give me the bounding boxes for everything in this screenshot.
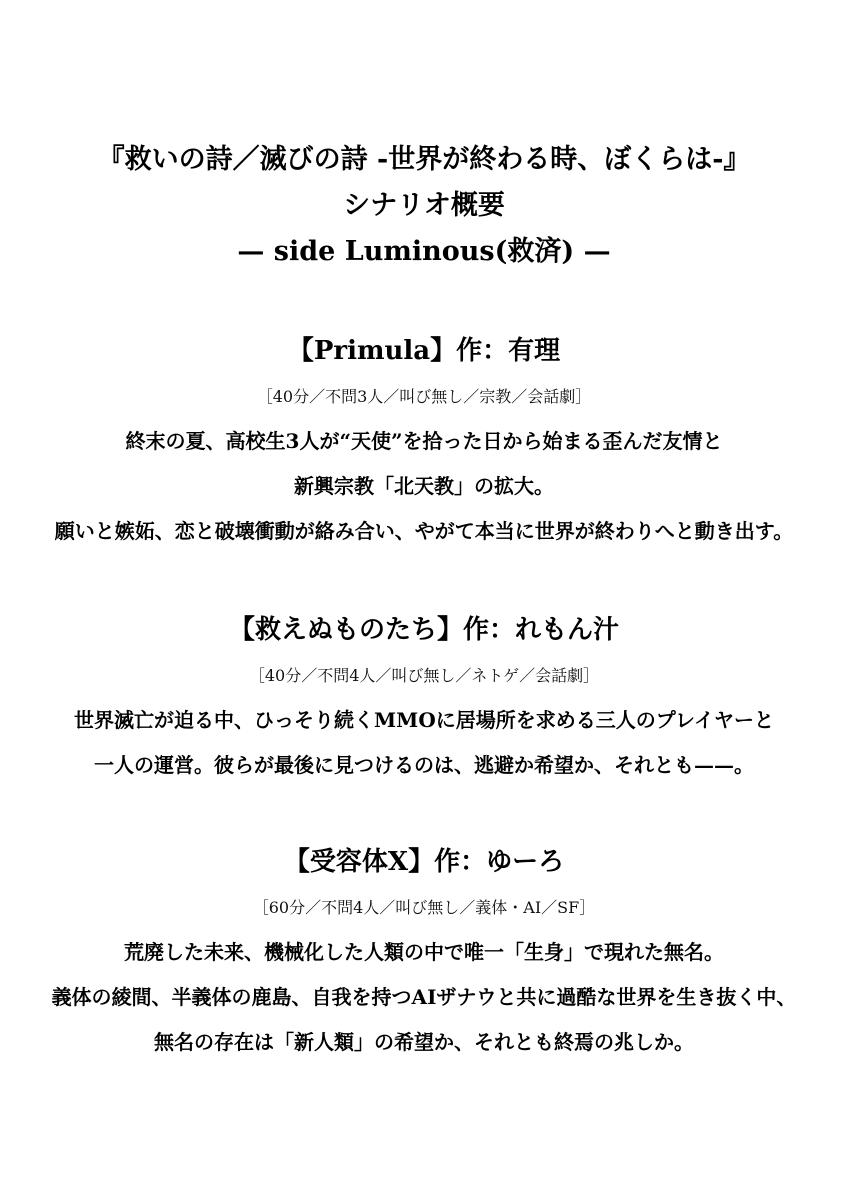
scenario-section-sukuenu xyxy=(0,606,848,788)
scenario-heading xyxy=(0,838,848,886)
scenario-heading xyxy=(0,606,848,654)
scenario-title: 【受容体X】 xyxy=(283,847,435,877)
synopsis-line: 新興宗教「北天教」の拡大。 xyxy=(294,474,554,498)
synopsis-line: 無名の存在は「新人類」の希望か、それとも終焉の兆しか。 xyxy=(154,1030,694,1054)
scenario-synopsis xyxy=(0,930,848,1065)
document-title: 『救いの詩／滅びの詩 -世界が終わる時、ぼくらは-』 xyxy=(97,144,751,175)
scenario-meta: ［40分／不問3人／叫び無し／宗教／会話劇］ xyxy=(256,387,592,406)
synopsis-line: 一人の運営。彼らが最後に見つけるのは、逃避か希望か、それとも——。 xyxy=(94,753,754,777)
title-block xyxy=(0,137,848,275)
scenario-meta: ［60分／不問4人／叫び無し／義体・AI／SF］ xyxy=(252,898,596,917)
synopsis-line: 終末の夏、高校生3人が“天使”を拾った日から始まる歪んだ友情と xyxy=(125,429,723,453)
scenario-synopsis xyxy=(0,419,848,554)
scenario-author: 作：ゆーろ xyxy=(434,847,565,877)
scenario-title: 【救えぬものたち】 xyxy=(228,615,463,645)
document-subtitle: シナリオ概要 xyxy=(343,190,505,221)
synopsis-line: 世界滅亡が迫る中、ひっそり続くMMOに居場所を求める三人のプレイヤーと xyxy=(74,708,774,732)
synopsis-line: 願いと嫉妬、恋と破壊衝動が絡み合い、やがて本当に世界が終わりへと動き出す。 xyxy=(54,519,794,543)
scenario-title: 【Primula】 xyxy=(287,336,457,366)
synopsis-line: 荒廃した未来、機械化した人類の中で唯一「生身」で現れた無名。 xyxy=(124,940,724,964)
scenario-author: 作：れもん汁 xyxy=(463,615,620,645)
scenario-meta: ［40分／不問4人／叫び無し／ネトゲ／会話劇］ xyxy=(248,666,600,685)
scenario-section-receptor-x xyxy=(0,838,848,1065)
scenario-synopsis xyxy=(0,698,848,788)
scenario-author: 作：有理 xyxy=(456,336,561,366)
document-side-label: — side Luminous(救済) — xyxy=(237,236,611,267)
scenario-heading xyxy=(0,327,848,375)
scenario-section-primula xyxy=(0,327,848,554)
synopsis-line: 義体の綾間、半義体の鹿島、自我を持つAIザナウと共に過酷な世界を生き抜く中、 xyxy=(51,985,797,1009)
